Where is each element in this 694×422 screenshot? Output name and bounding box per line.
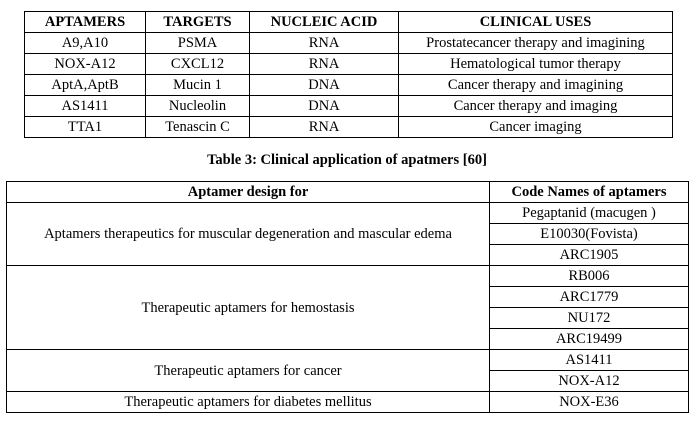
aptamer-design-table (6, 181, 689, 413)
table-row (25, 117, 673, 138)
table-row (7, 392, 689, 413)
aptamer-targets-table (24, 11, 673, 138)
cell-clinical-use: Cancer therapy and imaging (399, 96, 673, 117)
cell-design-group: Therapeutic aptamers for diabetes mellitus (7, 392, 490, 413)
table-row (25, 33, 673, 54)
cell-target: Tenascin C (146, 117, 250, 138)
cell-nucleic-acid: DNA (250, 75, 399, 96)
cell-design-group: Therapeutic aptamers for cancer (7, 350, 490, 392)
table-caption: Table 3: Clinical application of apatmers [60] (207, 152, 487, 168)
cell-clinical-use: Hematological tumor therapy (399, 54, 673, 75)
cell-aptamer: TTA1 (25, 117, 146, 138)
cell-code-name: NOX-A12 (490, 371, 689, 392)
table-row (7, 350, 689, 371)
cell-target: PSMA (146, 33, 250, 54)
header-design: Aptamer design for (7, 182, 490, 203)
cell-aptamer: NOX-A12 (25, 54, 146, 75)
header-nucleic-acid: NUCLEIC ACID (250, 12, 399, 33)
table-header-row (25, 12, 673, 33)
cell-target: CXCL12 (146, 54, 250, 75)
cell-code-name: RB006 (490, 266, 689, 287)
cell-code-name: ARC1905 (490, 245, 689, 266)
cell-clinical-use: Prostatecancer therapy and imagining (399, 33, 673, 54)
cell-target: Nucleolin (146, 96, 250, 117)
table-row (7, 266, 689, 287)
cell-nucleic-acid: RNA (250, 33, 399, 54)
cell-code-name: NU172 (490, 308, 689, 329)
cell-aptamer: AptA,AptB (25, 75, 146, 96)
cell-aptamer: A9,A10 (25, 33, 146, 54)
table-row (25, 54, 673, 75)
cell-code-name: AS1411 (490, 350, 689, 371)
header-clinical-uses: CLINICAL USES (399, 12, 673, 33)
cell-clinical-use: Cancer therapy and imagining (399, 75, 673, 96)
cell-nucleic-acid: RNA (250, 54, 399, 75)
cell-code-name: ARC19499 (490, 329, 689, 350)
header-aptamers: APTAMERS (25, 12, 146, 33)
cell-aptamer: AS1411 (25, 96, 146, 117)
cell-nucleic-acid: DNA (250, 96, 399, 117)
cell-code-name: ARC1779 (490, 287, 689, 308)
cell-target: Mucin 1 (146, 75, 250, 96)
table-row (7, 203, 689, 224)
table-header-row (7, 182, 689, 203)
cell-nucleic-acid: RNA (250, 117, 399, 138)
cell-design-group: Aptamers therapeutics for muscular degeneration and mascular edema (7, 203, 490, 266)
cell-code-name: NOX-E36 (490, 392, 689, 413)
table-row (25, 75, 673, 96)
header-targets: TARGETS (146, 12, 250, 33)
table-row (25, 96, 673, 117)
cell-code-name: E10030(Fovista) (490, 224, 689, 245)
cell-code-name: Pegaptanid (macugen ) (490, 203, 689, 224)
cell-design-group: Therapeutic aptamers for hemostasis (7, 266, 490, 350)
header-code-names: Code Names of aptamers (490, 182, 689, 203)
cell-clinical-use: Cancer imaging (399, 117, 673, 138)
